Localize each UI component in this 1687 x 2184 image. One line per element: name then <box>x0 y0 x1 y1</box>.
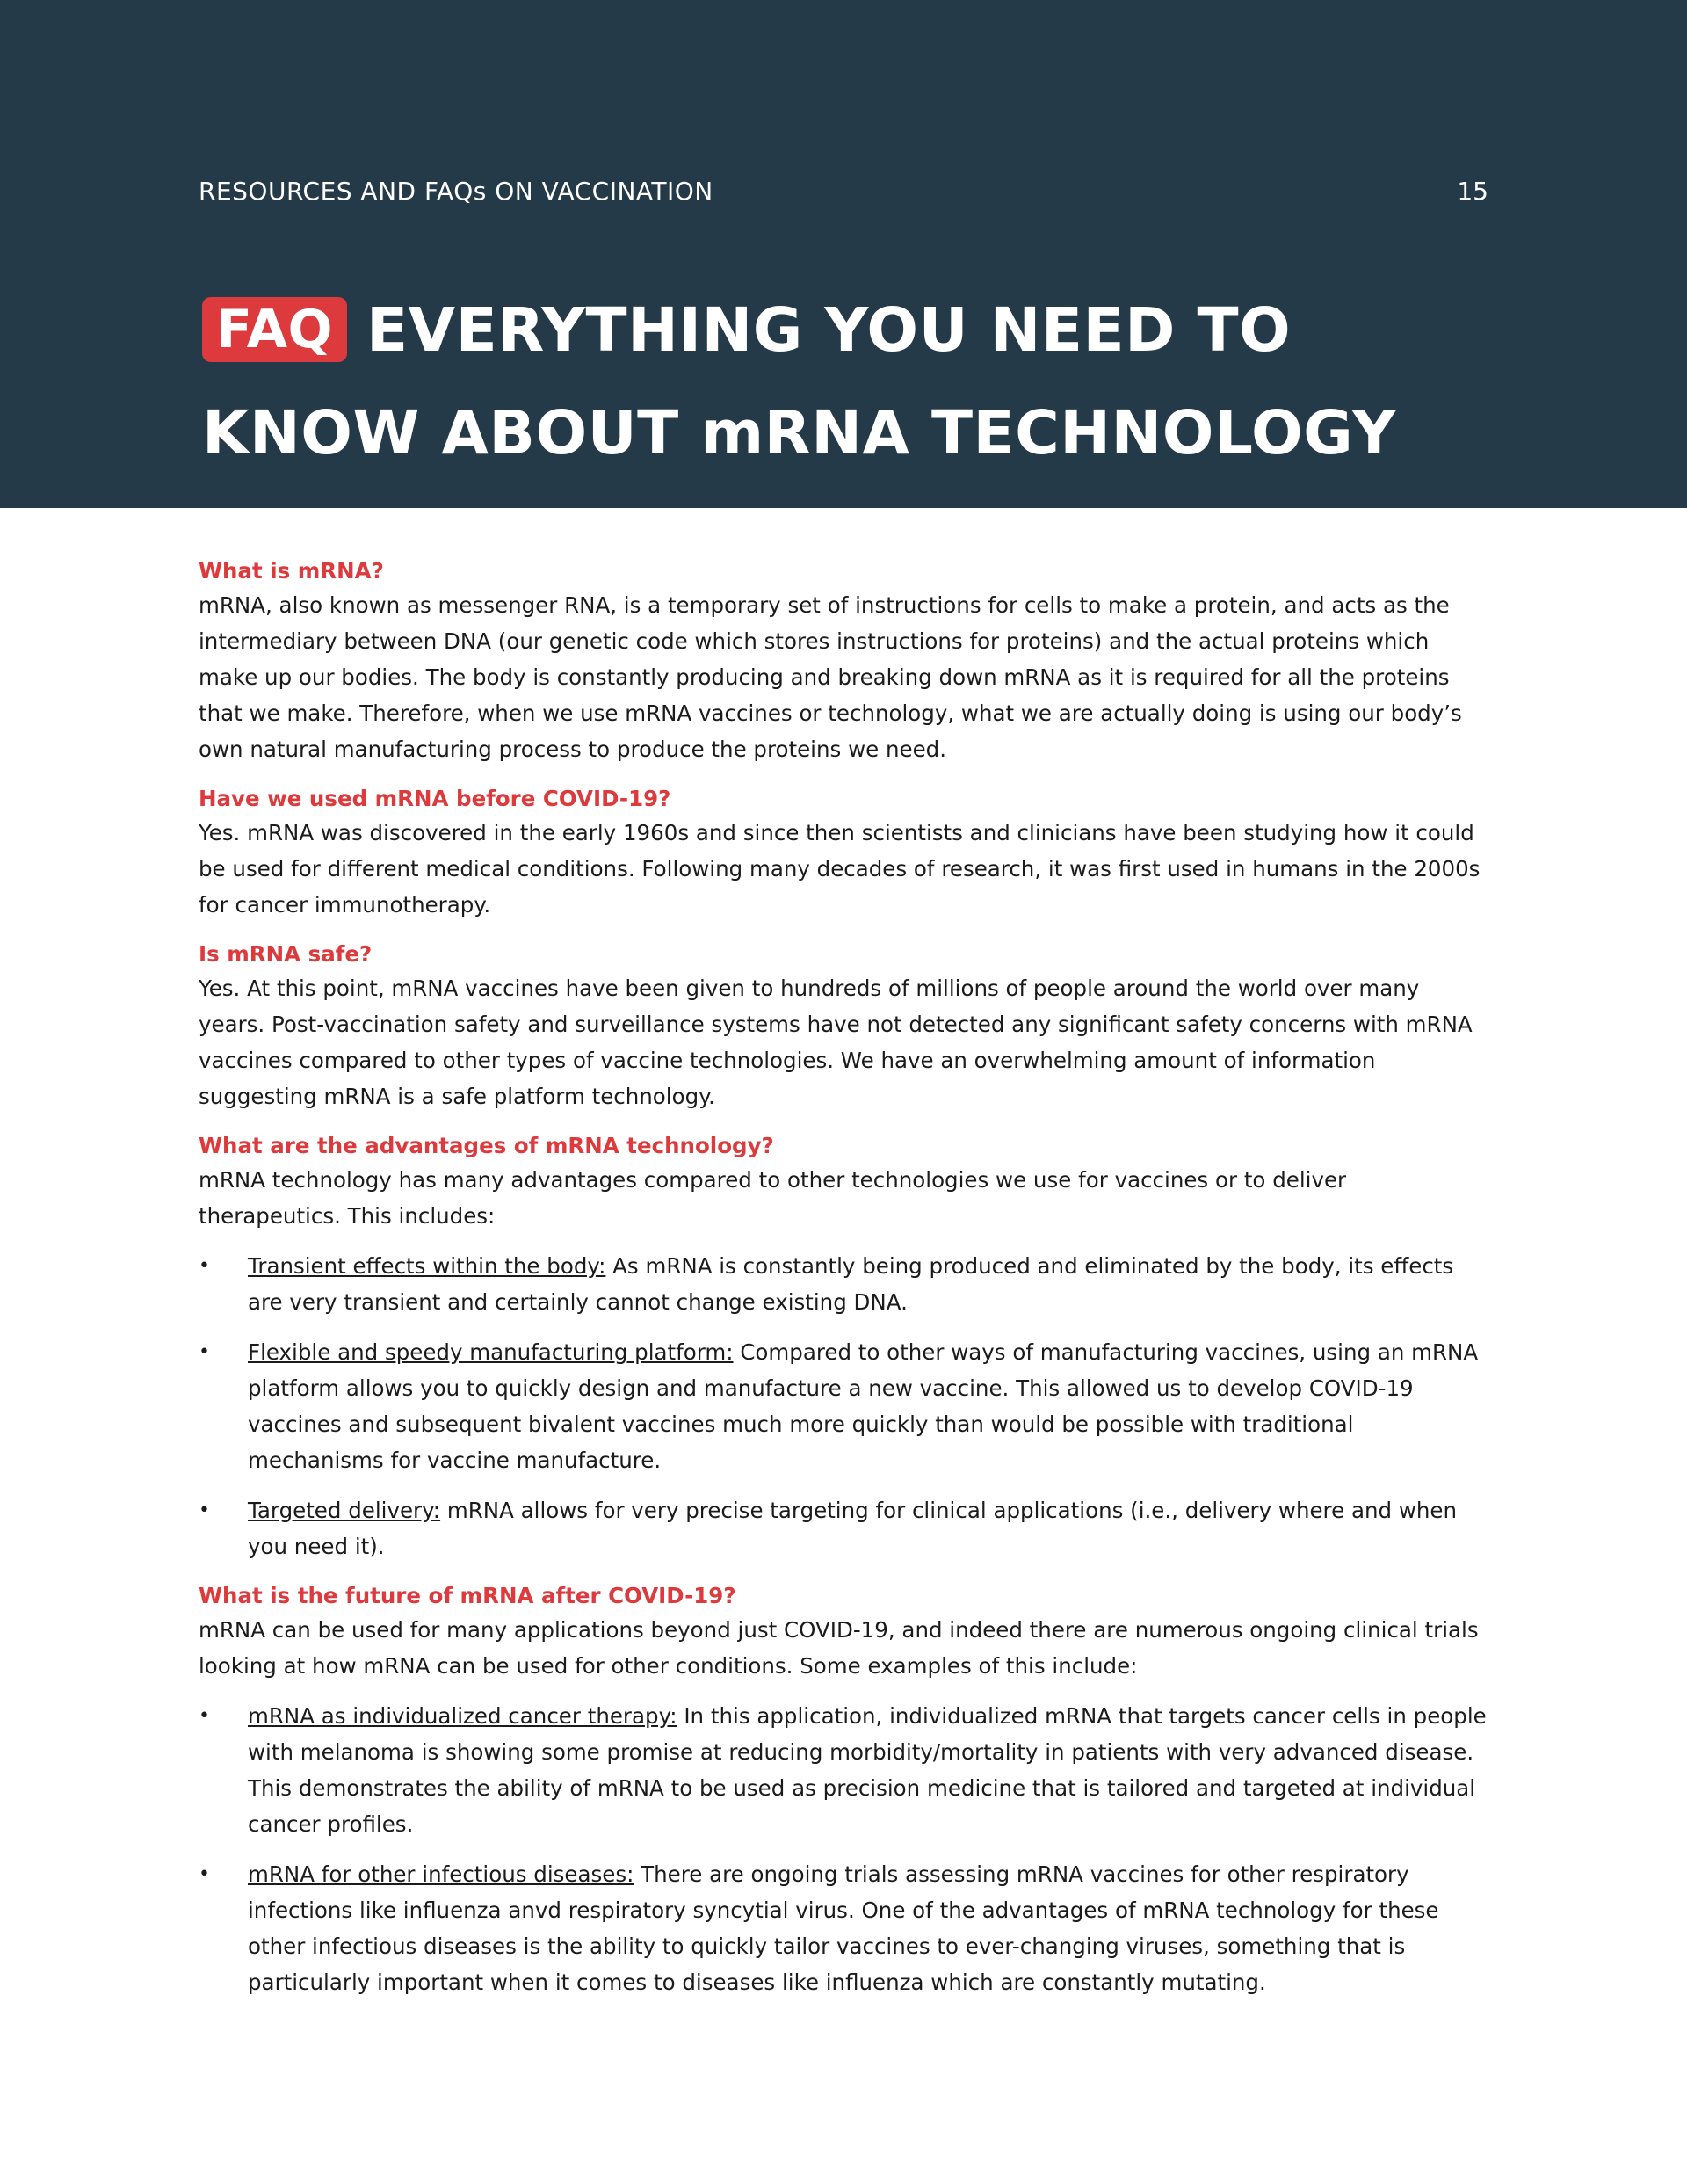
bullet-text: As mRNA is constantly being produced and eliminated by the body, its effects are very transient and certainly cannot change existing DNA. <box>248 1253 1454 1315</box>
bullet-icon: • <box>199 1705 210 1727</box>
faq-question: Is mRNA safe? <box>199 941 373 967</box>
page-title <box>202 279 1502 485</box>
list-item <box>199 1856 1490 2000</box>
bullet-text: In this application, individualized mRNA that targets cancer cells in people with melanoma is showing some promise at reducing morbidity/mortality in patients with very advanced disease. This demonstrates the ability of mRNA to be used as precision medicine that is tailored and targeted at individual cancer profiles. <box>248 1703 1487 1837</box>
list-item <box>199 1698 1490 1842</box>
page-number: 15 <box>1457 177 1488 206</box>
advantages-list <box>199 1248 1490 1564</box>
faq-answer: mRNA technology has many advantages compared to other technologies we use for vaccines or to deliver therapeutics. This includes: <box>199 1167 1347 1229</box>
faq-answer: Yes. mRNA was discovered in the early 1960s and since then scientists and clinicians have been studying how it could be used for different medical conditions. Following many decades of research, it was first used in humans in the 2000s for cancer immunotherapy. <box>199 820 1481 918</box>
bullet-text: Compared to other ways of manufacturing vaccines, using an mRNA platform allows you to quickly design and manufacture a new vaccine. This allowed us to develop COVID-19 vaccines and subsequent bivalent vaccines much more quickly than would be possible with traditional mechanisms for vaccine manufacture. <box>248 1339 1479 1473</box>
faq-question: What is the future of mRNA after COVID-19? <box>199 1583 736 1608</box>
bullet-text: mRNA allows for very precise targeting for clinical applications (i.e., delivery where and when you need it). <box>248 1498 1457 1559</box>
page-header-band <box>0 0 1687 508</box>
title-line-1 <box>202 279 1502 382</box>
bullet-term: mRNA as individualized cancer therapy: <box>248 1703 677 1729</box>
bullet-icon: • <box>199 1341 210 1363</box>
title-line-2: KNOW ABOUT mRNA TECHNOLOGY <box>202 398 1397 468</box>
bullet-term: Flexible and speedy manufacturing platform: <box>248 1339 734 1365</box>
faq-question: What are the advantages of mRNA technology? <box>199 1133 774 1158</box>
bullet-icon: • <box>199 1863 210 1885</box>
bullet-text: There are ongoing trials assessing mRNA vaccines for other respiratory infections like influenza anvd respiratory syncytial virus. One of the advantages of mRNA technology for these other infectious diseases is the ability to quickly tailor vaccines to ever-changing viruses, something that is particularly important when it comes to diseases like influenza which are constantly mutating. <box>248 1861 1439 1995</box>
bullet-icon: • <box>199 1255 210 1277</box>
bullet-term: mRNA for other infectious diseases: <box>248 1861 634 1887</box>
faq-question: Have we used mRNA before COVID-19? <box>199 786 671 811</box>
faq-answer: mRNA can be used for many applications beyond just COVID-19, and indeed there are numerous ongoing clinical trials looking at how mRNA can be used for other conditions. Some examples of this include: <box>199 1617 1479 1679</box>
list-item <box>199 1334 1490 1478</box>
bullet-icon: • <box>199 1499 210 1521</box>
faq-question: What is mRNA? <box>199 558 384 584</box>
bullet-term: Transient effects within the body: <box>248 1253 606 1279</box>
faq-section-used-before-covid <box>199 783 1490 923</box>
running-title: RESOURCES AND FAQs ON VACCINATION <box>199 177 713 206</box>
faq-section-is-mrna-safe <box>199 939 1490 1114</box>
bullet-term: Targeted delivery: <box>248 1498 441 1523</box>
faq-answer: mRNA, also known as messenger RNA, is a temporary set of instructions for cells to make a protein, and acts as the intermediary between DNA (our genetic code which stores instructions for proteins) and the actual proteins which make up our bodies. The body is constantly producing and breaking down mRNA as it is required for all the proteins that we make. Therefore, when we use mRNA vaccines or technology, what we are actually doing is using our body’s own natural manufacturing process to produce the proteins we need. <box>199 592 1462 762</box>
future-applications-list <box>199 1698 1490 2000</box>
faq-section-what-is-mrna <box>199 555 1490 767</box>
faq-content <box>199 555 1490 2016</box>
faq-badge: FAQ <box>202 297 347 362</box>
list-item <box>199 1492 1490 1564</box>
title-line-1-text: EVERYTHING YOU NEED TO <box>366 295 1292 366</box>
faq-section-advantages <box>199 1130 1490 1564</box>
faq-answer: Yes. At this point, mRNA vaccines have been given to hundreds of millions of people around the world over many years. Post-vaccination safety and surveillance systems have not detected any significant safety concerns with mRNA vaccines compared to other types of vaccine technologies. We have an overwhelming amount of information suggesting mRNA is a safe platform technology. <box>199 976 1473 1109</box>
faq-section-future <box>199 1580 1490 2000</box>
list-item <box>199 1248 1490 1320</box>
